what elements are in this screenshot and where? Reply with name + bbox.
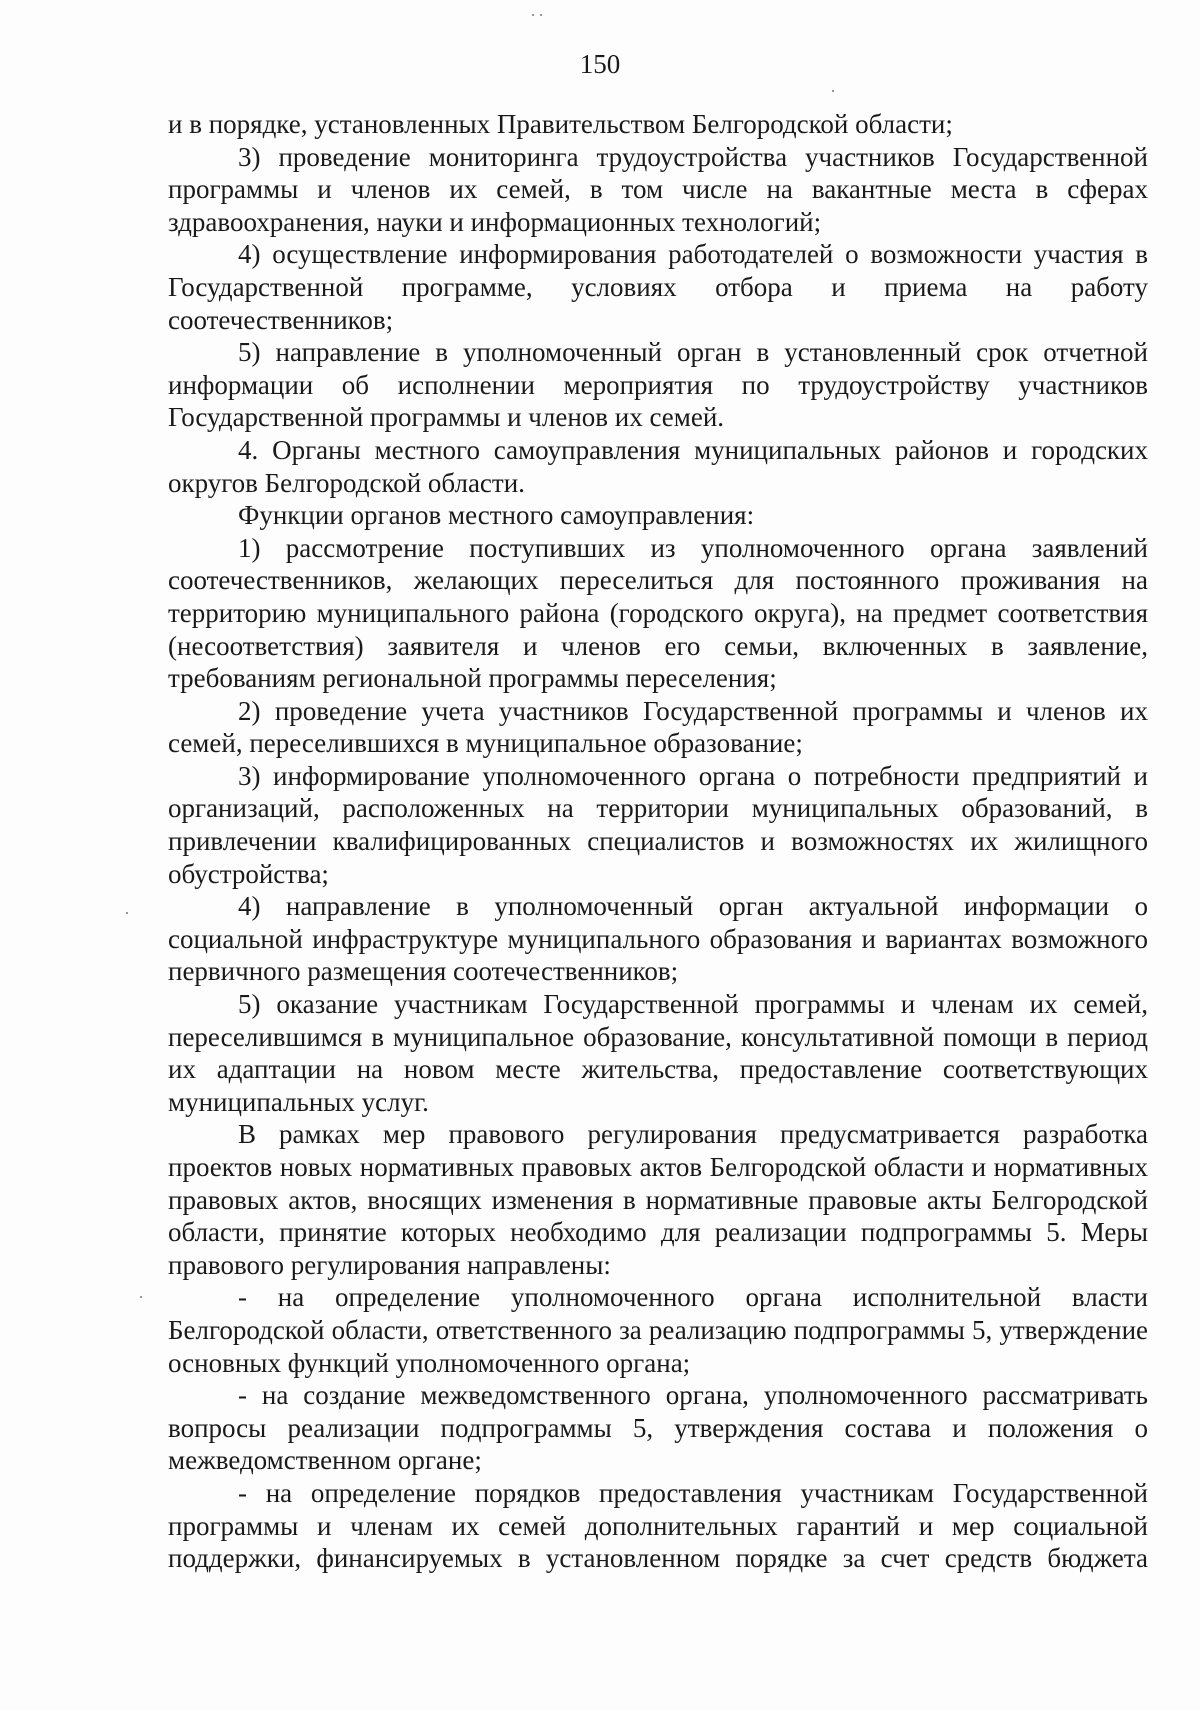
- paragraph-measure-1: - на определение уполномоченного органа исполнительной власти Белгородской области, ответственного за реализацию подпрограммы 5, утверждение основных функций уполномоченного органа;: [168, 1282, 1148, 1378]
- scan-speck: [140, 1296, 142, 1298]
- document-body: [168, 108, 1148, 1575]
- paragraph-functions-heading: Функции органов местного самоуправления:: [238, 500, 755, 531]
- paragraph-item-3-monitoring: 3) проведение мониторинга трудоустройства участников Государственной программы и членов их семей, в том числе на вакантные места в сферах здравоохранения, науки и информационных технологий;: [168, 141, 1148, 237]
- paragraph-measure-2: - на создание межведомственного органа, уполномоченного рассматривать вопросы реализации подпрограммы 5, утверждения состава и положения о межведомственном органе;: [168, 1380, 1148, 1476]
- scan-speck: [540, 14, 542, 16]
- paragraph-legal-regulation: В рамках мер правового регулирования предусматривается разработка проектов новых нормативных правовых актов Белгородской области и нормативных правовых актов, вносящих изменения в нормативные правовые акты Белгородской области, принятие которых необходимо для реализации подпрограммы 5. Меры правового регулирования направлены:: [168, 1119, 1148, 1280]
- paragraph-function-4: 4) направление в уполномоченный орган актуальной информации о социальной инфраструктуре муниципального образования и вариантах возможного первичного размещения соотечественников;: [168, 891, 1148, 987]
- scan-speck: [126, 912, 128, 914]
- paragraph-section-4-local-government: 4. Органы местного самоуправления муниципальных районов и городских округов Белгородской области.: [168, 434, 1148, 498]
- scan-speck: [532, 14, 534, 16]
- paragraph-measure-3: - на определение порядков предоставления участникам Государственной программы и членам их семей дополнительных гарантий и мер социальной поддержки, финансируемых в установленном порядке за счет средств бюджета: [168, 1477, 1148, 1574]
- paragraph-function-2: 2) проведение учета участников Государственной программы и членов их семей, переселившихся в муниципальное образование;: [168, 695, 1148, 759]
- paragraph-function-1: 1) рассмотрение поступивших из уполномоченного органа заявлений соотечественников, желающих переселиться для постоянного проживания на территорию муниципального района (городского округа), на предмет соответствия (несоответствия) заявителя и членов его семьи, включенных в заявление, требованиям региональной программы переселения;: [168, 532, 1148, 694]
- page-number: 150: [579, 49, 621, 79]
- paragraph-function-5: 5) оказание участникам Государственной программы и членам их семей, переселившимся в муниципальное образование, консультативной помощи в период их адаптации на новом месте жительства, предоставление соответствующих муниципальных услуг.: [168, 989, 1148, 1117]
- paragraph-continuation: и в порядке, установленных Правительством Белгородской области;: [168, 109, 953, 139]
- scan-speck: [832, 90, 834, 92]
- paragraph-function-3: 3) информирование уполномоченного органа о потребности предприятий и организаций, расположенных на территории муниципальных образований, в привлечении квалифицированных специалистов и возможностях их жилищного обустройства;: [168, 760, 1148, 889]
- paragraph-item-5-reporting: 5) направление в уполномоченный орган в установленный срок отчетной информации об исполнении мероприятия по трудоустройству участников Государственной программы и членов их семей.: [168, 337, 1148, 433]
- paragraph-item-4-informing-employers: 4) осуществление информирования работодателей о возможности участия в Государственной программе, условиях отбора и приема на работу соотечественников;: [168, 239, 1148, 335]
